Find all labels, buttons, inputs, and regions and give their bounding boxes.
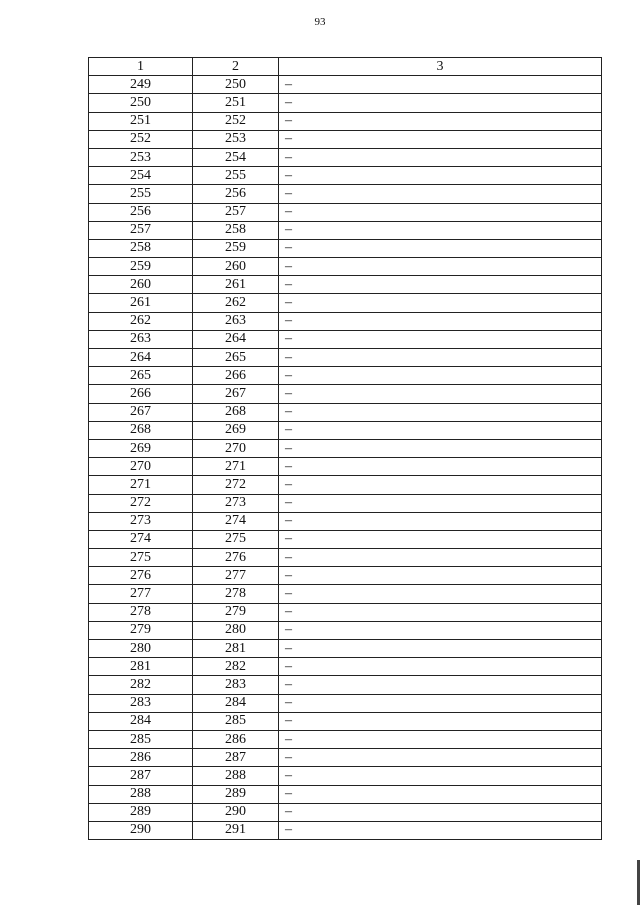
table-cell-col-2: 271 <box>193 458 279 476</box>
table-cell-col-3: – <box>279 767 602 785</box>
table-cell-col-1: 257 <box>89 221 193 239</box>
table-cell-col-3: – <box>279 694 602 712</box>
table-cell-col-3: – <box>279 494 602 512</box>
table-row <box>89 312 602 330</box>
table-cell-col-3: – <box>279 567 602 585</box>
table-row <box>89 640 602 658</box>
table-row <box>89 712 602 730</box>
table-cell-col-3: – <box>279 148 602 166</box>
table-cell-col-3: – <box>279 330 602 348</box>
table-row <box>89 421 602 439</box>
table-cell-col-1: 282 <box>89 676 193 694</box>
table-header <box>89 58 602 76</box>
table-row <box>89 785 602 803</box>
table-cell-col-1: 284 <box>89 712 193 730</box>
table-cell-col-1: 249 <box>89 76 193 94</box>
table-cell-col-3: – <box>279 585 602 603</box>
table-cell-col-1: 265 <box>89 367 193 385</box>
table-cell-col-2: 252 <box>193 112 279 130</box>
table-row <box>89 76 602 94</box>
table-row <box>89 494 602 512</box>
table-cell-col-2: 251 <box>193 94 279 112</box>
table-row <box>89 276 602 294</box>
table-cell-col-3: – <box>279 76 602 94</box>
table-cell-col-2: 280 <box>193 621 279 639</box>
table-cell-col-1: 269 <box>89 439 193 457</box>
table-row <box>89 621 602 639</box>
table-cell-col-3: – <box>279 640 602 658</box>
table-cell-col-2: 260 <box>193 258 279 276</box>
table-row <box>89 148 602 166</box>
table-cell-col-1: 263 <box>89 330 193 348</box>
table-cell-col-2: 285 <box>193 712 279 730</box>
table-cell-col-2: 287 <box>193 749 279 767</box>
table-cell-col-1: 261 <box>89 294 193 312</box>
data-table <box>88 57 602 840</box>
table-cell-col-2: 275 <box>193 530 279 548</box>
table-cell-col-1: 266 <box>89 385 193 403</box>
table-cell-col-1: 286 <box>89 749 193 767</box>
table-cell-col-2: 289 <box>193 785 279 803</box>
table-cell-col-3: – <box>279 621 602 639</box>
table-row <box>89 603 602 621</box>
table-cell-col-3: – <box>279 367 602 385</box>
table-cell-col-2: 257 <box>193 203 279 221</box>
table-cell-col-1: 255 <box>89 185 193 203</box>
table-cell-col-1: 268 <box>89 421 193 439</box>
table-cell-col-1: 285 <box>89 730 193 748</box>
table-cell-col-2: 284 <box>193 694 279 712</box>
table-cell-col-3: – <box>279 294 602 312</box>
table-cell-col-1: 288 <box>89 785 193 803</box>
table-cell-col-1: 259 <box>89 258 193 276</box>
table-cell-col-3: – <box>279 603 602 621</box>
table-cell-col-1: 273 <box>89 512 193 530</box>
table-cell-col-2: 262 <box>193 294 279 312</box>
table-body <box>89 76 602 840</box>
table-cell-col-3: – <box>279 712 602 730</box>
table-cell-col-3: – <box>279 312 602 330</box>
table-cell-col-2: 265 <box>193 349 279 367</box>
table-cell-col-3: – <box>279 112 602 130</box>
table-cell-col-3: – <box>279 385 602 403</box>
table-row <box>89 221 602 239</box>
table-row <box>89 530 602 548</box>
table-cell-col-3: – <box>279 421 602 439</box>
table-row <box>89 676 602 694</box>
table-cell-col-2: 253 <box>193 130 279 148</box>
table-cell-col-2: 269 <box>193 421 279 439</box>
table-cell-col-1: 253 <box>89 148 193 166</box>
table-row <box>89 203 602 221</box>
table-row <box>89 330 602 348</box>
table-cell-col-1: 290 <box>89 821 193 839</box>
table-header-row <box>89 58 602 76</box>
table-row <box>89 167 602 185</box>
table-row <box>89 567 602 585</box>
table-cell-col-3: – <box>279 349 602 367</box>
table-cell-col-1: 275 <box>89 549 193 567</box>
table-row <box>89 694 602 712</box>
table-cell-col-1: 278 <box>89 603 193 621</box>
table-row <box>89 385 602 403</box>
table-cell-col-3: – <box>279 730 602 748</box>
table-cell-col-1: 254 <box>89 167 193 185</box>
table-cell-col-2: 288 <box>193 767 279 785</box>
table-cell-col-2: 283 <box>193 676 279 694</box>
table-cell-col-1: 262 <box>89 312 193 330</box>
table-row <box>89 585 602 603</box>
table-row <box>89 658 602 676</box>
table-cell-col-3: – <box>279 203 602 221</box>
table-cell-col-1: 270 <box>89 458 193 476</box>
table-cell-col-1: 252 <box>89 130 193 148</box>
table-cell-col-1: 250 <box>89 94 193 112</box>
table-cell-col-1: 256 <box>89 203 193 221</box>
table-cell-col-2: 258 <box>193 221 279 239</box>
table-cell-col-2: 267 <box>193 385 279 403</box>
table-cell-col-2: 270 <box>193 439 279 457</box>
table-cell-col-2: 250 <box>193 76 279 94</box>
table-cell-col-3: – <box>279 749 602 767</box>
table-cell-col-3: – <box>279 512 602 530</box>
table-row <box>89 94 602 112</box>
table-row <box>89 749 602 767</box>
table-row <box>89 730 602 748</box>
table-cell-col-1: 271 <box>89 476 193 494</box>
table-row <box>89 367 602 385</box>
table-row <box>89 767 602 785</box>
table-cell-col-3: – <box>279 658 602 676</box>
table-cell-col-2: 277 <box>193 567 279 585</box>
table-cell-col-2: 279 <box>193 603 279 621</box>
table-cell-col-2: 266 <box>193 367 279 385</box>
table-row <box>89 803 602 821</box>
table-cell-col-2: 273 <box>193 494 279 512</box>
table-cell-col-1: 280 <box>89 640 193 658</box>
table-cell-col-2: 264 <box>193 330 279 348</box>
table-cell-col-2: 276 <box>193 549 279 567</box>
table-cell-col-2: 268 <box>193 403 279 421</box>
table-cell-col-1: 272 <box>89 494 193 512</box>
table-row <box>89 549 602 567</box>
table-row <box>89 439 602 457</box>
table-cell-col-3: – <box>279 458 602 476</box>
table-row <box>89 258 602 276</box>
table-cell-col-1: 251 <box>89 112 193 130</box>
table-cell-col-2: 278 <box>193 585 279 603</box>
table-row <box>89 458 602 476</box>
table-cell-col-1: 279 <box>89 621 193 639</box>
table-row <box>89 130 602 148</box>
table-cell-col-2: 282 <box>193 658 279 676</box>
table-cell-col-1: 260 <box>89 276 193 294</box>
table-cell-col-1: 277 <box>89 585 193 603</box>
table-cell-col-2: 290 <box>193 803 279 821</box>
table-row <box>89 403 602 421</box>
table-row <box>89 512 602 530</box>
table-cell-col-1: 283 <box>89 694 193 712</box>
table-cell-col-1: 276 <box>89 567 193 585</box>
table-row <box>89 112 602 130</box>
column-header-3: 3 <box>279 58 602 76</box>
table-cell-col-2: 272 <box>193 476 279 494</box>
table-row <box>89 294 602 312</box>
table-cell-col-2: 281 <box>193 640 279 658</box>
table-cell-col-3: – <box>279 239 602 257</box>
table-cell-col-1: 264 <box>89 349 193 367</box>
table-cell-col-3: – <box>279 821 602 839</box>
table-row <box>89 476 602 494</box>
table-cell-col-2: 263 <box>193 312 279 330</box>
table-cell-col-3: – <box>279 221 602 239</box>
column-header-1: 1 <box>89 58 193 76</box>
table-cell-col-3: – <box>279 185 602 203</box>
table-cell-col-3: – <box>279 94 602 112</box>
table-cell-col-2: 256 <box>193 185 279 203</box>
table-cell-col-3: – <box>279 276 602 294</box>
table-cell-col-1: 287 <box>89 767 193 785</box>
table-cell-col-2: 274 <box>193 512 279 530</box>
table-cell-col-1: 267 <box>89 403 193 421</box>
table-cell-col-3: – <box>279 403 602 421</box>
table-cell-col-2: 286 <box>193 730 279 748</box>
table-cell-col-3: – <box>279 676 602 694</box>
table-cell-col-2: 291 <box>193 821 279 839</box>
table-cell-col-2: 259 <box>193 239 279 257</box>
column-header-2: 2 <box>193 58 279 76</box>
table-cell-col-3: – <box>279 476 602 494</box>
table-cell-col-3: – <box>279 258 602 276</box>
table-cell-col-3: – <box>279 439 602 457</box>
table-cell-col-1: 258 <box>89 239 193 257</box>
table-cell-col-1: 289 <box>89 803 193 821</box>
table-cell-col-3: – <box>279 130 602 148</box>
table-cell-col-1: 281 <box>89 658 193 676</box>
table-cell-col-1: 274 <box>89 530 193 548</box>
table-cell-col-2: 254 <box>193 148 279 166</box>
table-cell-col-2: 255 <box>193 167 279 185</box>
table-row <box>89 821 602 839</box>
table-cell-col-2: 261 <box>193 276 279 294</box>
table-cell-col-3: – <box>279 549 602 567</box>
table-row <box>89 185 602 203</box>
table-row <box>89 349 602 367</box>
table-cell-col-3: – <box>279 530 602 548</box>
page-number: 93 <box>314 16 326 28</box>
table-row <box>89 239 602 257</box>
table-cell-col-3: – <box>279 785 602 803</box>
table-cell-col-3: – <box>279 803 602 821</box>
table-cell-col-3: – <box>279 167 602 185</box>
